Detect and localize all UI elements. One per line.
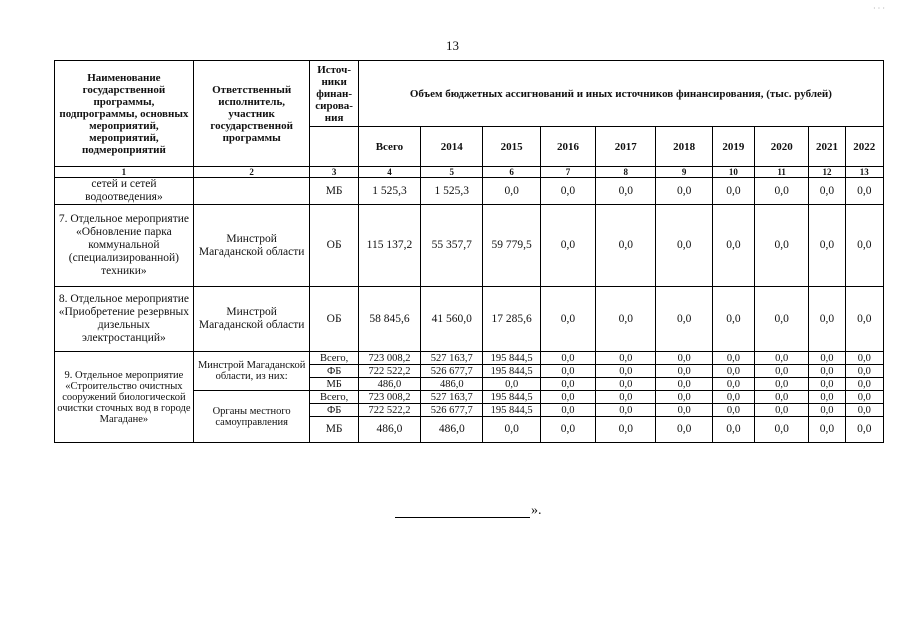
value-cell: 0,0 (845, 378, 883, 391)
value-cell: 526 677,7 (421, 404, 483, 417)
row-name: 9. Отдельное мероприятие «Строительство очистных сооружений биологической очистки сточных вод в городе Магадане» (55, 352, 194, 443)
value-cell: 0,0 (845, 178, 883, 205)
value-cell: 0,0 (755, 365, 809, 378)
value-cell: 0,0 (712, 178, 754, 205)
index-cell: 5 (421, 167, 483, 178)
value-cell: 0,0 (656, 404, 712, 417)
value-cell: 0,0 (656, 352, 712, 365)
value-cell: 527 163,7 (421, 352, 483, 365)
header-year-2020: 2020 (755, 127, 809, 167)
value-cell: 0,0 (845, 352, 883, 365)
value-cell: 55 357,7 (421, 205, 483, 287)
value-cell: 0,0 (540, 178, 595, 205)
value-cell: 0,0 (845, 205, 883, 287)
header-source: Источ-ники финан-сирова-ния (310, 61, 358, 127)
value-cell: 0,0 (809, 287, 845, 352)
value-cell: 0,0 (809, 365, 845, 378)
value-cell: 0,0 (656, 287, 712, 352)
value-cell: 0,0 (712, 391, 754, 404)
index-cell: 9 (656, 167, 712, 178)
value-cell: 1 525,3 (358, 178, 420, 205)
header-name: Наименование государственной программы, подпрограммы, основных мероприятий, мероприятий, подмероприятий (55, 61, 194, 167)
index-cell: 3 (310, 167, 358, 178)
value-cell: 115 137,2 (358, 205, 420, 287)
header-year-2016: 2016 (540, 127, 595, 167)
value-cell: 0,0 (656, 365, 712, 378)
value-cell: 0,0 (596, 287, 656, 352)
table-row (55, 352, 884, 365)
value-cell: 0,0 (483, 378, 540, 391)
table-row (55, 205, 884, 287)
row-source: ФБ (310, 365, 358, 378)
value-cell: 723 008,2 (358, 352, 420, 365)
index-cell: 10 (712, 167, 754, 178)
header-year-2022: 2022 (845, 127, 883, 167)
budget-table (54, 60, 884, 443)
value-cell: 59 779,5 (483, 205, 540, 287)
value-cell: 0,0 (809, 178, 845, 205)
value-cell: 486,0 (358, 378, 420, 391)
value-cell: 0,0 (540, 365, 595, 378)
value-cell: 0,0 (596, 178, 656, 205)
value-cell: 722 522,2 (358, 404, 420, 417)
value-cell: 0,0 (712, 378, 754, 391)
value-cell: 195 844,5 (483, 365, 540, 378)
index-cell: 6 (483, 167, 540, 178)
row-source: Всего, (310, 391, 358, 404)
row-name: 7. Отдельное мероприятие «Обновление парка коммунальной (специализированной) техники» (55, 205, 194, 287)
row-source: МБ (310, 417, 358, 443)
value-cell: 0,0 (656, 205, 712, 287)
index-cell: 2 (193, 167, 310, 178)
value-cell: 0,0 (845, 417, 883, 443)
signature-line (395, 505, 530, 518)
row-source: ОБ (310, 205, 358, 287)
value-cell: 0,0 (712, 205, 754, 287)
closing-mark: ». (531, 503, 542, 518)
header-year-2019: 2019 (712, 127, 754, 167)
value-cell: 0,0 (656, 391, 712, 404)
value-cell: 0,0 (596, 404, 656, 417)
value-cell: 0,0 (596, 352, 656, 365)
header-executor: Ответственный исполнитель, участник государственной программы (193, 61, 310, 167)
index-cell: 13 (845, 167, 883, 178)
value-cell: 0,0 (845, 287, 883, 352)
value-cell: 0,0 (809, 404, 845, 417)
value-cell: 0,0 (755, 178, 809, 205)
value-cell: 0,0 (540, 404, 595, 417)
row-source: Всего, (310, 352, 358, 365)
value-cell: 17 285,6 (483, 287, 540, 352)
value-cell: 0,0 (755, 378, 809, 391)
value-cell: 0,0 (845, 365, 883, 378)
value-cell: 58 845,6 (358, 287, 420, 352)
row-executor: Минстрой Магаданской области (193, 205, 310, 287)
value-cell: 0,0 (755, 404, 809, 417)
value-cell: 0,0 (845, 404, 883, 417)
value-cell: 0,0 (755, 391, 809, 404)
row-name: 8. Отдельное мероприятие «Приобретение резервных дизельных электростанций» (55, 287, 194, 352)
value-cell: 0,0 (712, 287, 754, 352)
value-cell: 0,0 (656, 378, 712, 391)
row-executor (193, 178, 310, 205)
value-cell: 486,0 (358, 417, 420, 443)
header-source-blank (310, 127, 358, 167)
value-cell: 195 844,5 (483, 352, 540, 365)
value-cell: 0,0 (712, 404, 754, 417)
value-cell: 0,0 (540, 352, 595, 365)
value-cell: 0,0 (483, 417, 540, 443)
column-index-row (55, 167, 884, 178)
page-number: 13 (446, 38, 459, 53)
value-cell: 1 525,3 (421, 178, 483, 205)
value-cell: 195 844,5 (483, 391, 540, 404)
header-year-2015: 2015 (483, 127, 540, 167)
value-cell: 722 522,2 (358, 365, 420, 378)
value-cell: 0,0 (809, 378, 845, 391)
value-cell: 0,0 (809, 391, 845, 404)
row-source: МБ (310, 178, 358, 205)
value-cell: 0,0 (809, 417, 845, 443)
value-cell: 0,0 (540, 287, 595, 352)
header-year-total: Всего (358, 127, 420, 167)
value-cell: 0,0 (540, 391, 595, 404)
index-cell: 4 (358, 167, 420, 178)
index-cell: 12 (809, 167, 845, 178)
value-cell: 0,0 (755, 352, 809, 365)
value-cell: 0,0 (656, 178, 712, 205)
header-year-2017: 2017 (596, 127, 656, 167)
row-executor: Минстрой Магаданской области (193, 287, 310, 352)
value-cell: 486,0 (421, 417, 483, 443)
value-cell: 0,0 (809, 205, 845, 287)
corner-mark: · · · (873, 4, 885, 13)
value-cell: 0,0 (755, 205, 809, 287)
value-cell: 41 560,0 (421, 287, 483, 352)
value-cell: 0,0 (540, 417, 595, 443)
value-cell: 723 008,2 (358, 391, 420, 404)
table-row (55, 178, 884, 205)
index-cell: 7 (540, 167, 595, 178)
index-cell: 11 (755, 167, 809, 178)
value-cell: 527 163,7 (421, 391, 483, 404)
row-source: МБ (310, 378, 358, 391)
header-year-2014: 2014 (421, 127, 483, 167)
value-cell: 486,0 (421, 378, 483, 391)
table-row (55, 287, 884, 352)
value-cell: 0,0 (596, 391, 656, 404)
index-cell: 8 (596, 167, 656, 178)
value-cell: 0,0 (540, 205, 595, 287)
value-cell: 526 677,7 (421, 365, 483, 378)
row-executor: Минстрой Магаданской области, из них: (193, 352, 310, 391)
value-cell: 0,0 (540, 378, 595, 391)
value-cell: 0,0 (809, 352, 845, 365)
header-year-2021: 2021 (809, 127, 845, 167)
value-cell: 195 844,5 (483, 404, 540, 417)
row-source: ОБ (310, 287, 358, 352)
value-cell: 0,0 (596, 417, 656, 443)
value-cell: 0,0 (712, 365, 754, 378)
index-cell: 1 (55, 167, 194, 178)
value-cell: 0,0 (483, 178, 540, 205)
value-cell: 0,0 (712, 417, 754, 443)
value-cell: 0,0 (755, 417, 809, 443)
value-cell: 0,0 (656, 417, 712, 443)
value-cell: 0,0 (596, 378, 656, 391)
row-name: сетей и сетей водоотведения» (55, 178, 194, 205)
value-cell: 0,0 (596, 205, 656, 287)
value-cell: 0,0 (596, 365, 656, 378)
value-cell: 0,0 (755, 287, 809, 352)
row-executor: Органы местного самоуправления (193, 391, 310, 443)
value-cell: 0,0 (845, 391, 883, 404)
value-cell: 0,0 (712, 352, 754, 365)
header-year-2018: 2018 (656, 127, 712, 167)
row-source: ФБ (310, 404, 358, 417)
header-volume: Объем бюджетных ассигнований и иных источников финансирования, (тыс. рублей) (358, 61, 883, 127)
